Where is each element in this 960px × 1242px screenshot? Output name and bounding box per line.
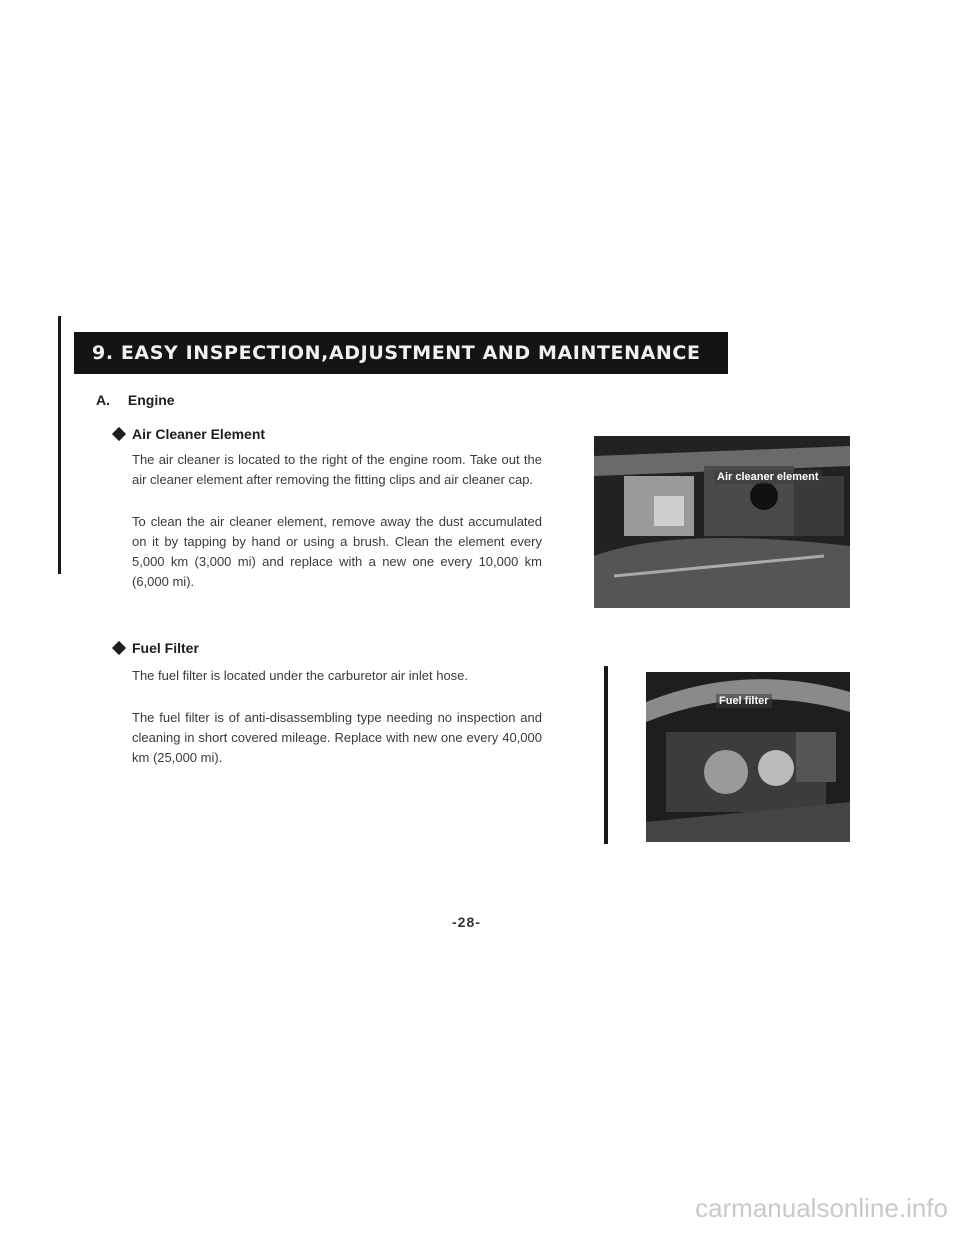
watermark: carmanualsonline.info: [695, 1193, 948, 1223]
photo-rule: [604, 666, 608, 844]
fuel-filter-photo-label: Fuel filter: [716, 694, 772, 708]
air-cleaner-heading: [114, 426, 265, 442]
section-heading: [96, 392, 175, 408]
diamond-bullet-icon: [112, 427, 126, 441]
section-title: Engine: [127, 392, 175, 408]
fuel-filter-heading: [114, 640, 199, 656]
air-cleaner-para-2: To clean the air cleaner element, remove away the dust accumulated on it by tapping by hand or using a brush. Clean the element every 5,000 km (3,000 mi) and replace with a new one every 10,000 km (6,000 mi).: [132, 514, 542, 589]
margin-rule: [58, 316, 61, 574]
fuel-filter-photo: [646, 672, 850, 842]
air-cleaner-para-1: The air cleaner is located to the right of the engine room. Take out the air cleaner element after removing the fitting clips and air cleaner cap.: [132, 452, 542, 487]
air-cleaner-photo: [594, 436, 850, 608]
fuel-filter-para-1: The fuel filter is located under the carburetor air inlet hose.: [132, 668, 469, 683]
engine-photo-graphic: [594, 436, 850, 608]
page-number: -28-: [452, 914, 481, 930]
fuel-filter-para-2: The fuel filter is of anti-disassembling type needing no inspection and cleaning in short covered mileage. Replace with new one every 40,000 km (25,000 mi).: [132, 710, 542, 765]
air-cleaner-heading-text: Air Cleaner Element: [132, 426, 266, 442]
chapter-banner: 9. EASY INSPECTION,ADJUSTMENT AND MAINTENANCE: [74, 332, 728, 374]
diamond-bullet-icon: [112, 641, 126, 655]
air-cleaner-photo-label: Air cleaner element: [714, 470, 822, 484]
section-letter: A.: [96, 392, 110, 408]
fuel-filter-heading-text: Fuel Filter: [132, 640, 199, 656]
